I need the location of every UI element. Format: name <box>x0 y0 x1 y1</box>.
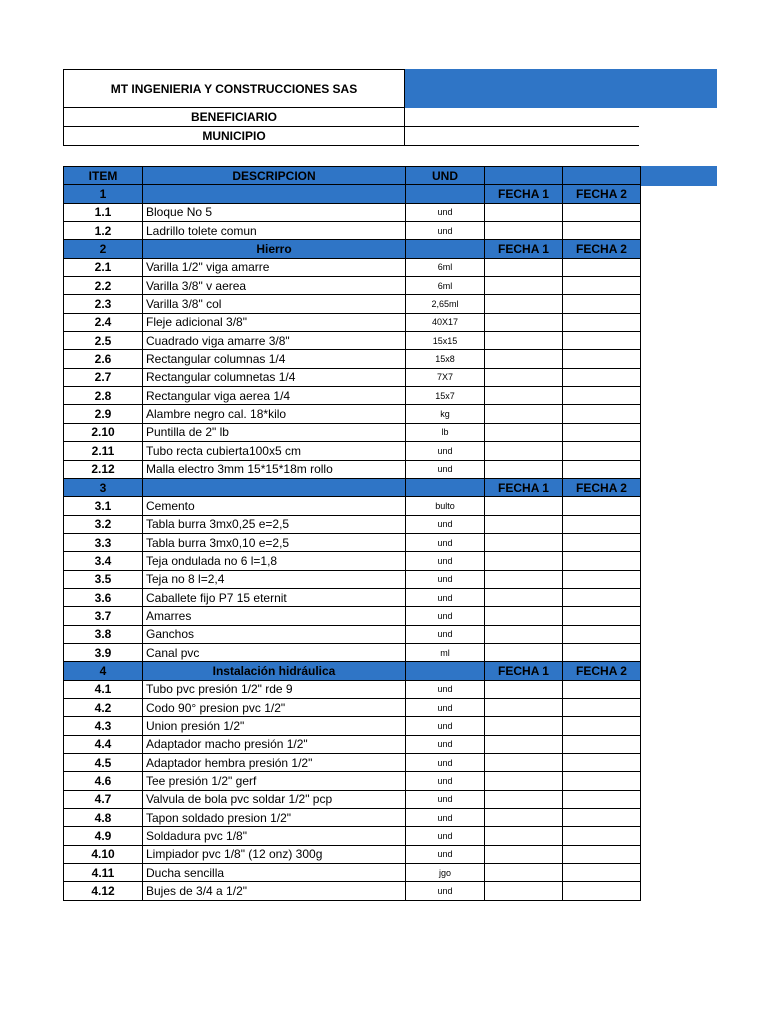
fecha-2-cell[interactable] <box>563 533 641 551</box>
item-number-cell[interactable]: 2.11 <box>64 442 143 460</box>
unit-cell[interactable]: und <box>406 735 485 753</box>
section-title[interactable] <box>143 478 406 496</box>
unit-cell[interactable]: 2,65ml <box>406 295 485 313</box>
column-header-item[interactable]: ITEM <box>64 167 143 185</box>
unit-cell[interactable]: ml <box>406 643 485 661</box>
table-row <box>64 423 641 441</box>
fecha-2-cell[interactable] <box>563 827 641 845</box>
unit-cell[interactable]: und <box>406 515 485 533</box>
item-number-cell[interactable]: 4.10 <box>64 845 143 863</box>
beneficiario-value-cell[interactable] <box>405 108 639 127</box>
item-number-cell[interactable]: 3.6 <box>64 588 143 606</box>
unit-cell[interactable]: lb <box>406 423 485 441</box>
fecha-2-cell[interactable] <box>563 552 641 570</box>
fecha-2-cell[interactable] <box>563 772 641 790</box>
unit-cell[interactable]: und <box>406 442 485 460</box>
item-number-cell[interactable]: 1.1 <box>64 203 143 221</box>
fecha-1-cell[interactable] <box>485 845 563 863</box>
company-name: MT INGENIERIA Y CONSTRUCCIONES SAS <box>110 81 358 96</box>
section-title[interactable] <box>143 185 406 203</box>
section-fecha-1[interactable]: FECHA 1 <box>485 662 563 680</box>
unit-cell[interactable]: und <box>406 625 485 643</box>
table-row <box>64 607 641 625</box>
item-number-cell[interactable]: 2.6 <box>64 350 143 368</box>
item-number-cell[interactable]: 2.10 <box>64 423 143 441</box>
fecha-2-cell[interactable] <box>563 295 641 313</box>
description-cell[interactable]: Tapon soldado presion 1/2" <box>143 809 406 827</box>
unit-cell[interactable]: und <box>406 790 485 808</box>
item-number-cell[interactable]: 4.7 <box>64 790 143 808</box>
beneficiario-label: BENEFICIARIO <box>190 110 277 124</box>
description-cell[interactable]: Bujes de 3/4 a 1/2" <box>143 882 406 900</box>
table-row <box>64 698 641 716</box>
table-row <box>64 295 641 313</box>
description-cell[interactable]: Rectangular columnetas 1/4 <box>143 368 406 386</box>
table-row <box>64 515 641 533</box>
fecha-2-cell[interactable] <box>563 864 641 882</box>
section-item-number[interactable]: 3 <box>64 478 143 496</box>
fecha-2-cell[interactable] <box>563 350 641 368</box>
fecha-1-cell[interactable] <box>485 258 563 276</box>
item-number-cell[interactable]: 2.4 <box>64 313 143 331</box>
section-und-cell[interactable] <box>406 185 485 203</box>
description-cell[interactable]: Rectangular viga aerea 1/4 <box>143 387 406 405</box>
description-cell[interactable]: Teja ondulada no 6 l=1,8 <box>143 552 406 570</box>
unit-cell[interactable]: 15x15 <box>406 332 485 350</box>
table-row <box>64 313 641 331</box>
description-cell[interactable]: Bloque No 5 <box>143 203 406 221</box>
item-number-cell[interactable]: 4.4 <box>64 735 143 753</box>
unit-cell[interactable]: und <box>406 203 485 221</box>
description-cell[interactable]: Adaptador macho presión 1/2" <box>143 735 406 753</box>
fecha-1-cell[interactable] <box>485 625 563 643</box>
description-cell[interactable]: Soldadura pvc 1/8" <box>143 827 406 845</box>
section-fecha-2[interactable]: FECHA 2 <box>563 478 641 496</box>
fecha-1-cell[interactable] <box>485 497 563 515</box>
section-fecha-2[interactable]: FECHA 2 <box>563 240 641 258</box>
fecha-2-cell[interactable] <box>563 387 641 405</box>
table-row <box>64 570 641 588</box>
fecha-2-cell[interactable] <box>563 809 641 827</box>
table-row <box>64 222 641 240</box>
unit-cell[interactable]: und <box>406 698 485 716</box>
description-cell[interactable]: Tabla burra 3mx0,25 e=2,5 <box>143 515 406 533</box>
unit-cell[interactable]: und <box>406 607 485 625</box>
column-header-blank-1[interactable] <box>485 167 563 185</box>
description-cell[interactable]: Limpiador pvc 1/8" (12 onz) 300g <box>143 845 406 863</box>
table-row <box>64 387 641 405</box>
item-number-cell[interactable]: 2.2 <box>64 277 143 295</box>
fecha-1-cell[interactable] <box>485 423 563 441</box>
unit-cell[interactable]: und <box>406 570 485 588</box>
fecha-1-cell[interactable] <box>485 809 563 827</box>
item-number-cell[interactable]: 3.2 <box>64 515 143 533</box>
item-number-cell[interactable]: 3.4 <box>64 552 143 570</box>
fecha-1-cell[interactable] <box>485 607 563 625</box>
section-fecha-2[interactable]: FECHA 2 <box>563 185 641 203</box>
table-row <box>64 332 641 350</box>
description-cell[interactable]: Tubo recta cubierta100x5 cm <box>143 442 406 460</box>
fecha-1-cell[interactable] <box>485 680 563 698</box>
item-number-cell[interactable]: 2.8 <box>64 387 143 405</box>
section-item-number[interactable]: 2 <box>64 240 143 258</box>
description-cell[interactable]: Cemento <box>143 497 406 515</box>
item-number-cell[interactable]: 4.6 <box>64 772 143 790</box>
description-cell[interactable]: Rectangular columnas 1/4 <box>143 350 406 368</box>
unit-cell[interactable]: und <box>406 533 485 551</box>
fecha-2-cell[interactable] <box>563 698 641 716</box>
item-number-cell[interactable]: 4.8 <box>64 809 143 827</box>
fecha-1-cell[interactable] <box>485 698 563 716</box>
table-header-row <box>64 167 641 185</box>
fecha-1-cell[interactable] <box>485 882 563 900</box>
item-number-cell[interactable]: 4.3 <box>64 717 143 735</box>
fecha-2-cell[interactable] <box>563 203 641 221</box>
section-row <box>64 185 641 203</box>
fecha-1-cell[interactable] <box>485 790 563 808</box>
unit-cell[interactable]: 6ml <box>406 277 485 295</box>
unit-cell[interactable]: und <box>406 717 485 735</box>
table-row <box>64 203 641 221</box>
materials-table <box>63 166 641 901</box>
unit-cell[interactable]: und <box>406 882 485 900</box>
section-fecha-1[interactable]: FECHA 1 <box>485 240 563 258</box>
unit-cell[interactable]: 7X7 <box>406 368 485 386</box>
fecha-1-cell[interactable] <box>485 864 563 882</box>
table-row <box>64 735 641 753</box>
unit-cell[interactable]: jgo <box>406 864 485 882</box>
fecha-2-cell[interactable] <box>563 423 641 441</box>
section-title[interactable]: Instalación hidráulica <box>143 662 406 680</box>
fecha-2-cell[interactable] <box>563 405 641 423</box>
table-row <box>64 772 641 790</box>
item-number-cell[interactable]: 2.7 <box>64 368 143 386</box>
description-cell[interactable]: Ganchos <box>143 625 406 643</box>
table-row <box>64 277 641 295</box>
description-cell[interactable]: Tabla burra 3mx0,10 e=2,5 <box>143 533 406 551</box>
column-header-descripcion[interactable]: DESCRIPCION <box>143 167 406 185</box>
section-und-cell[interactable] <box>406 662 485 680</box>
fecha-1-cell[interactable] <box>485 588 563 606</box>
fecha-2-cell[interactable] <box>563 607 641 625</box>
table-row <box>64 717 641 735</box>
description-cell[interactable]: Tee presión 1/2" gerf <box>143 772 406 790</box>
fecha-2-cell[interactable] <box>563 882 641 900</box>
description-cell[interactable]: Amarres <box>143 607 406 625</box>
unit-cell[interactable]: und <box>406 809 485 827</box>
unit-cell[interactable]: und <box>406 222 485 240</box>
municipio-label-cell[interactable] <box>63 127 405 146</box>
table-row <box>64 442 641 460</box>
section-row <box>64 478 641 496</box>
fecha-1-cell[interactable] <box>485 754 563 772</box>
item-number-cell[interactable]: 2.1 <box>64 258 143 276</box>
table-row <box>64 552 641 570</box>
company-name-cell[interactable] <box>63 69 405 108</box>
table-row <box>64 827 641 845</box>
description-cell[interactable]: Canal pvc <box>143 643 406 661</box>
unit-cell[interactable]: 6ml <box>406 258 485 276</box>
fecha-1-cell[interactable] <box>485 222 563 240</box>
fecha-1-cell[interactable] <box>485 442 563 460</box>
fecha-1-cell[interactable] <box>485 735 563 753</box>
table-row <box>64 809 641 827</box>
unit-cell[interactable]: 15x8 <box>406 350 485 368</box>
item-number-cell[interactable]: 3.3 <box>64 533 143 551</box>
fecha-2-cell[interactable] <box>563 570 641 588</box>
section-item-number[interactable]: 1 <box>64 185 143 203</box>
fecha-2-cell[interactable] <box>563 460 641 478</box>
municipio-label: MUNICIPIO <box>202 129 266 143</box>
fecha-2-cell[interactable] <box>563 258 641 276</box>
fecha-2-cell[interactable] <box>563 735 641 753</box>
unit-cell[interactable]: und <box>406 680 485 698</box>
fecha-2-cell[interactable] <box>563 222 641 240</box>
table-row <box>64 845 641 863</box>
description-cell[interactable]: Varilla 1/2" viga amarre <box>143 258 406 276</box>
unit-cell[interactable]: und <box>406 827 485 845</box>
section-item-number[interactable]: 4 <box>64 662 143 680</box>
description-cell[interactable]: Ducha sencilla <box>143 864 406 882</box>
table-row <box>64 754 641 772</box>
fecha-1-cell[interactable] <box>485 313 563 331</box>
fecha-1-cell[interactable] <box>485 332 563 350</box>
description-cell[interactable]: Varilla 3/8" v aerea <box>143 277 406 295</box>
item-number-cell[interactable]: 3.5 <box>64 570 143 588</box>
item-number-cell[interactable]: 4.9 <box>64 827 143 845</box>
fecha-1-cell[interactable] <box>485 368 563 386</box>
beneficiario-label-cell[interactable] <box>63 108 405 127</box>
item-number-cell[interactable]: 4.12 <box>64 882 143 900</box>
item-number-cell[interactable]: 3.8 <box>64 625 143 643</box>
section-title[interactable]: Hierro <box>143 240 406 258</box>
description-cell[interactable]: Valvula de bola pvc soldar 1/2" pcp <box>143 790 406 808</box>
table-row <box>64 497 641 515</box>
table-row <box>64 368 641 386</box>
fecha-1-cell[interactable] <box>485 827 563 845</box>
section-row <box>64 662 641 680</box>
section-fecha-1[interactable]: FECHA 1 <box>485 478 563 496</box>
table-row <box>64 864 641 882</box>
fecha-2-cell[interactable] <box>563 643 641 661</box>
fecha-2-cell[interactable] <box>563 790 641 808</box>
municipio-value-cell[interactable] <box>405 127 639 146</box>
section-row <box>64 240 641 258</box>
item-number-cell[interactable]: 3.9 <box>64 643 143 661</box>
fecha-1-cell[interactable] <box>485 533 563 551</box>
section-und-cell[interactable] <box>406 478 485 496</box>
fecha-1-cell[interactable] <box>485 643 563 661</box>
item-number-cell[interactable]: 2.12 <box>64 460 143 478</box>
fecha-1-cell[interactable] <box>485 772 563 790</box>
section-fecha-2[interactable]: FECHA 2 <box>563 662 641 680</box>
table-row <box>64 258 641 276</box>
item-number-cell[interactable]: 4.5 <box>64 754 143 772</box>
fecha-1-cell[interactable] <box>485 552 563 570</box>
item-number-cell[interactable]: 3.1 <box>64 497 143 515</box>
description-cell[interactable]: Caballete fijo P7 15 eternit <box>143 588 406 606</box>
table-row <box>64 533 641 551</box>
item-number-cell[interactable]: 2.3 <box>64 295 143 313</box>
fecha-1-cell[interactable] <box>485 295 563 313</box>
header-blue-cell[interactable] <box>405 69 717 108</box>
table-row <box>64 460 641 478</box>
column-header-blank-2[interactable] <box>563 167 641 185</box>
unit-cell[interactable]: und <box>406 552 485 570</box>
description-cell[interactable]: Union presión 1/2" <box>143 717 406 735</box>
table-row <box>64 625 641 643</box>
item-number-cell[interactable]: 1.2 <box>64 222 143 240</box>
section-fecha-1[interactable]: FECHA 1 <box>485 185 563 203</box>
table-row <box>64 680 641 698</box>
description-cell[interactable]: Puntilla de 2" lb <box>143 423 406 441</box>
fecha-2-cell[interactable] <box>563 313 641 331</box>
unit-cell[interactable]: 15x7 <box>406 387 485 405</box>
table-row <box>64 350 641 368</box>
fecha-1-cell[interactable] <box>485 460 563 478</box>
description-cell[interactable]: Fleje adicional 3/8" <box>143 313 406 331</box>
fecha-2-cell[interactable] <box>563 588 641 606</box>
table-row <box>64 882 641 900</box>
fecha-1-cell[interactable] <box>485 717 563 735</box>
item-number-cell[interactable]: 3.7 <box>64 607 143 625</box>
item-number-cell[interactable]: 4.1 <box>64 680 143 698</box>
table-row <box>64 790 641 808</box>
table-row <box>64 588 641 606</box>
description-cell[interactable]: Alambre negro cal. 18*kilo <box>143 405 406 423</box>
fecha-2-cell[interactable] <box>563 845 641 863</box>
unit-cell[interactable]: kg <box>406 405 485 423</box>
table-row <box>64 643 641 661</box>
table-row <box>64 405 641 423</box>
section-und-cell[interactable] <box>406 240 485 258</box>
description-cell[interactable]: Ladrillo tolete comun <box>143 222 406 240</box>
fecha-1-cell[interactable] <box>485 350 563 368</box>
unit-cell[interactable]: und <box>406 845 485 863</box>
fecha-2-cell[interactable] <box>563 368 641 386</box>
unit-cell[interactable]: und <box>406 754 485 772</box>
description-cell[interactable]: Teja no 8 l=2,4 <box>143 570 406 588</box>
item-number-cell[interactable]: 4.2 <box>64 698 143 716</box>
fecha-2-cell[interactable] <box>563 680 641 698</box>
description-cell[interactable]: Tubo pvc presión 1/2" rde 9 <box>143 680 406 698</box>
fecha-1-cell[interactable] <box>485 515 563 533</box>
fecha-2-cell[interactable] <box>563 625 641 643</box>
description-cell[interactable]: Malla electro 3mm 15*15*18m rollo <box>143 460 406 478</box>
fecha-2-cell[interactable] <box>563 442 641 460</box>
fecha-2-cell[interactable] <box>563 515 641 533</box>
description-cell[interactable]: Varilla 3/8" col <box>143 295 406 313</box>
unit-cell[interactable]: 40X17 <box>406 313 485 331</box>
unit-cell[interactable]: und <box>406 460 485 478</box>
fecha-2-cell[interactable] <box>563 717 641 735</box>
description-cell[interactable]: Adaptador hembra presión 1/2" <box>143 754 406 772</box>
fecha-2-cell[interactable] <box>563 332 641 350</box>
fecha-2-cell[interactable] <box>563 497 641 515</box>
header-blue-extension <box>639 166 717 186</box>
fecha-1-cell[interactable] <box>485 203 563 221</box>
fecha-2-cell[interactable] <box>563 277 641 295</box>
item-number-cell[interactable]: 2.5 <box>64 332 143 350</box>
description-cell[interactable]: Codo 90° presion pvc 1/2" <box>143 698 406 716</box>
unit-cell[interactable]: und <box>406 588 485 606</box>
fecha-2-cell[interactable] <box>563 754 641 772</box>
fecha-1-cell[interactable] <box>485 570 563 588</box>
unit-cell[interactable]: und <box>406 772 485 790</box>
fecha-1-cell[interactable] <box>485 405 563 423</box>
item-number-cell[interactable]: 2.9 <box>64 405 143 423</box>
fecha-1-cell[interactable] <box>485 277 563 295</box>
column-header-und[interactable]: UND <box>406 167 485 185</box>
item-number-cell[interactable]: 4.11 <box>64 864 143 882</box>
description-cell[interactable]: Cuadrado viga amarre 3/8" <box>143 332 406 350</box>
fecha-1-cell[interactable] <box>485 387 563 405</box>
unit-cell[interactable]: bulto <box>406 497 485 515</box>
